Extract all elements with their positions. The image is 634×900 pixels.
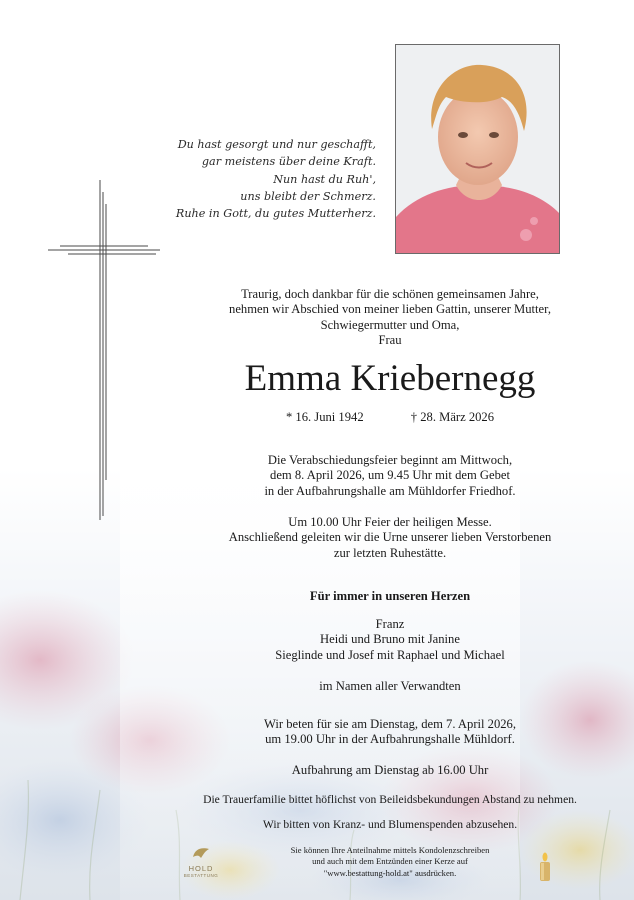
flowers-request: Wir bitten von Kranz- und Blumenspenden abzusehen. [262,818,518,831]
portrait-icon [396,45,559,253]
forever-heading: Für immer in unseren Herzen [309,589,471,603]
poem-line: gar meistens über deine Kraft. [201,155,376,169]
portrait-photo [395,44,560,254]
poem-line: uns bleibt der Schmerz. [240,189,376,203]
death-date: † 28. März 2026 [410,410,495,424]
mass-line: Um 10.00 Uhr Feier der heiligen Messe. [288,515,492,529]
family-list [150,617,630,663]
online-line: und auch mit dem Entzünden einer Kerze auf [312,856,468,867]
ceremony-line: in der Aufbahrungshalle am Mühldorfer Friedhof. [264,483,516,498]
deceased-name: Emma Kriebernegg [244,358,536,399]
logo-subtitle: BESTATTUNG [183,873,219,878]
family-member: Franz [375,617,405,631]
leaf-icon [191,847,211,859]
mass-line: zur letzten Ruhestätte. [333,545,447,560]
family-member: Heidi und Bruno mit Janine [320,632,460,647]
online-line: "www.bestattung-hold.at" ausdrücken. [323,867,457,878]
intro-line: Schwiegermutter und Oma, [320,317,460,332]
logo-name: HOLD [188,864,214,873]
condolence-request: Die Trauerfamilie bittet höflichst von Beileidsbekundungen Abstand zu nehmen. [203,793,577,806]
ceremony-text [150,453,630,499]
poem [176,136,376,222]
poem-line: Nun hast du Ruh', [273,172,376,186]
intro-line: Traurig, doch dankbar für die schönen gemeinsamen Jahre, [241,287,539,301]
birth-date: * 16. Juni 1942 [285,410,364,424]
cross-icon [48,180,160,520]
mass-text [150,515,630,561]
intro-line: Frau [378,332,402,347]
online-condolence-text [150,845,630,879]
intro-line: nehmen wir Abschied von meiner lieben Gattin, unserer Mutter, [229,302,551,317]
relatives-text: im Namen aller Verwandten [319,679,461,693]
candle-icon [537,852,553,882]
funeral-home-logo [181,846,221,878]
family-member: Sieglinde und Josef mit Raphael und Michael [275,647,505,662]
online-line: Sie können Ihre Anteilnahme mittels Kondolenzschreiben [290,845,490,855]
viewing-text: Aufbahrung am Dienstag ab 16.00 Uhr [291,763,489,777]
ceremony-line: dem 8. April 2026, um 9.45 Uhr mit dem Gebet [270,468,510,483]
life-dates [150,410,630,425]
ceremony-line: Die Verabschiedungsfeier beginnt am Mittwoch, [267,453,513,467]
intro-text [150,287,630,348]
prayer-line: um 19.00 Uhr in der Aufbahrungshalle Mühldorf. [265,732,515,747]
prayer-line: Wir beten für sie am Dienstag, dem 7. April 2026, [263,717,516,731]
mass-line: Anschließend geleiten wir die Urne unserer lieben Verstorbenen [228,530,552,545]
prayer-text [150,717,630,748]
poem-line: Ruhe in Gott, du gutes Mutterherz. [175,207,376,221]
poem-line: Du hast gesorgt und nur geschafft, [177,138,376,151]
